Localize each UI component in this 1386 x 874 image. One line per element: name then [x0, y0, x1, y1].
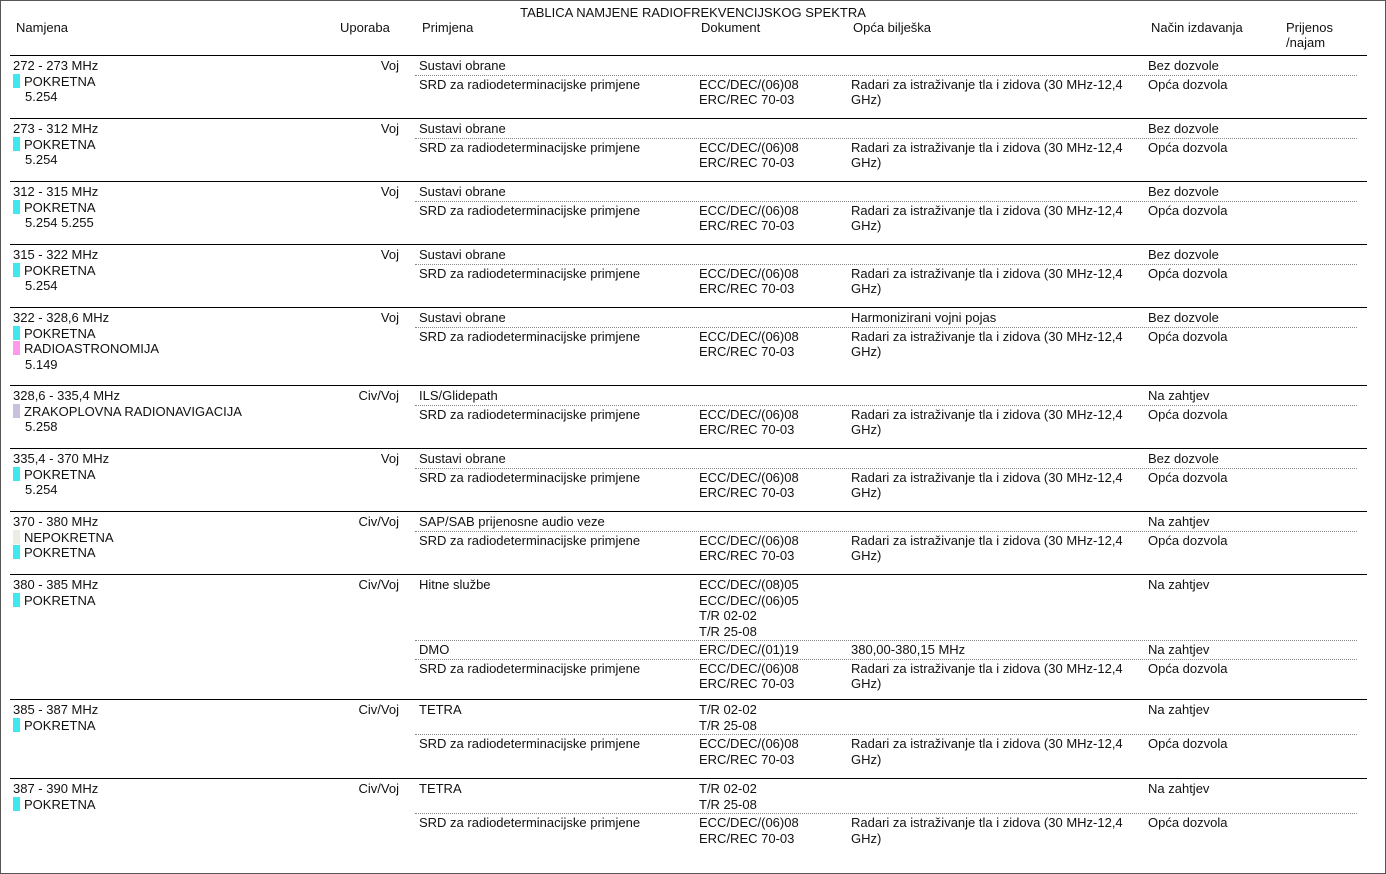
service-label: POKRETNA: [24, 545, 96, 560]
service-label: POKRETNA: [24, 262, 96, 278]
application-name: SRD za radiodeterminacijske primjene: [419, 265, 641, 281]
application-document: ECC/DEC/(06)08 ERC/REC 70-03: [699, 406, 799, 437]
band-row: [10, 699, 1367, 778]
band-footnotes: 5.254: [25, 152, 58, 167]
application-name: Sustavi obrane: [419, 58, 506, 73]
service-label: RADIOASTRONOMIJA: [24, 341, 160, 356]
band-namjena: [13, 702, 343, 733]
band-footnotes: 5.254: [25, 482, 58, 497]
pokretna-swatch-icon: [13, 718, 20, 732]
application-licensing: Na zahtjev: [1148, 514, 1210, 529]
band-uporaba: Voj: [380, 121, 399, 136]
application-note: Radari za istraživanje tla i zidova (30 MHz-12,4 GHz): [851, 265, 1123, 296]
header-prijenos-najam: Prijenos /najam: [1286, 20, 1333, 50]
application-licensing: Na zahtjev: [1148, 781, 1210, 796]
service-label: POKRETNA: [24, 466, 96, 482]
application-licensing: Opća dozvola: [1148, 660, 1228, 676]
band-uporaba: Civ/Voj: [358, 781, 399, 796]
pokretna-swatch-icon: [13, 326, 20, 340]
application-name: ILS/Glidepath: [419, 388, 498, 403]
application-row: [415, 642, 1357, 660]
band-namjena: [13, 514, 343, 561]
band-frequency: 335,4 - 370 MHz: [13, 451, 110, 466]
application-row: [415, 203, 1357, 235]
band-uporaba: Voj: [380, 184, 399, 199]
band-namjena: [13, 58, 343, 105]
band-frequency: 272 - 273 MHz: [13, 58, 99, 73]
band-namjena: [13, 577, 343, 608]
application-document: ECC/DEC/(06)08 ERC/REC 70-03: [699, 328, 799, 359]
application-name: DMO: [419, 642, 450, 657]
band-service: [13, 467, 343, 483]
band-row: [10, 118, 1367, 181]
application-name: SAP/SAB prijenosne audio veze: [419, 514, 605, 529]
pokretna-swatch-icon: [13, 593, 20, 607]
band-namjena: [13, 781, 343, 812]
band-service: [13, 326, 343, 342]
application-licensing: Na zahtjev: [1148, 702, 1210, 717]
band-frequency: 380 - 385 MHz: [13, 577, 99, 592]
band-applications: [415, 781, 1357, 848]
application-document: ECC/DEC/(06)08 ERC/REC 70-03: [699, 532, 799, 563]
band-frequency: 387 - 390 MHz: [13, 781, 99, 796]
application-licensing: Bez dozvole: [1148, 121, 1219, 136]
application-name: TETRA: [419, 781, 462, 796]
band-frequency: 370 - 380 MHz: [13, 514, 99, 529]
application-note: Radari za istraživanje tla i zidova (30 MHz-12,4 GHz): [851, 736, 1123, 767]
pokretna-swatch-icon: [13, 467, 20, 481]
application-row: [415, 533, 1357, 565]
band-frequency: 385 - 387 MHz: [13, 702, 99, 717]
application-note: Radari za istraživanje tla i zidova (30 MHz-12,4 GHz): [851, 76, 1123, 107]
application-name: SRD za radiodeterminacijske primjene: [419, 76, 641, 92]
band-footnotes: 5.149: [25, 356, 58, 372]
application-note: Radari za istraživanje tla i zidova (30 MHz-12,4 GHz): [851, 406, 1123, 437]
application-document: ECC/DEC/(06)08 ERC/REC 70-03: [699, 815, 799, 846]
application-document: ECC/DEC/(06)08 ERC/REC 70-03: [699, 139, 799, 170]
application-document: T/R 02-02 T/R 25-08: [699, 781, 757, 812]
band-namjena: [13, 451, 343, 498]
application-row: [415, 140, 1357, 172]
band-service: [13, 200, 343, 216]
service-label: POKRETNA: [24, 73, 96, 89]
application-name: SRD za radiodeterminacijske primjene: [419, 469, 641, 485]
band-row: [10, 574, 1367, 699]
application-licensing: Bez dozvole: [1148, 247, 1219, 262]
application-licensing: Opća dozvola: [1148, 406, 1228, 422]
band-namjena: [13, 184, 343, 231]
application-row: [415, 121, 1357, 139]
band-row: [10, 244, 1367, 307]
pokretna-swatch-icon: [13, 74, 20, 88]
band-row: [10, 511, 1367, 574]
application-name: SRD za radiodeterminacijske primjene: [419, 736, 641, 751]
band-applications: [415, 577, 1357, 694]
pokretna-swatch-icon: [13, 797, 20, 811]
service-label: POKRETNA: [24, 717, 96, 733]
application-name: Sustavi obrane: [419, 184, 506, 199]
application-row: [415, 815, 1357, 847]
application-document: ERC/DEC/(01)19: [699, 642, 799, 657]
application-note: Radari za istraživanje tla i zidova (30 MHz-12,4 GHz): [851, 139, 1123, 170]
application-row: [415, 407, 1357, 439]
application-name: SRD za radiodeterminacijske primjene: [419, 328, 641, 344]
band-applications: [415, 58, 1357, 110]
band-service: [13, 593, 343, 609]
application-name: SRD za radiodeterminacijske primjene: [419, 532, 641, 548]
application-name: Hitne službe: [419, 577, 491, 592]
application-licensing: Na zahtjev: [1148, 642, 1210, 657]
application-licensing: Opća dozvola: [1148, 736, 1228, 751]
application-name: SRD za radiodeterminacijske primjene: [419, 139, 641, 155]
application-name: Sustavi obrane: [419, 310, 506, 325]
application-document: ECC/DEC/(06)08 ERC/REC 70-03: [699, 736, 799, 767]
application-document: ECC/DEC/(06)08 ERC/REC 70-03: [699, 76, 799, 107]
band-applications: [415, 451, 1357, 503]
application-note: Radari za istraživanje tla i zidova (30 MHz-12,4 GHz): [851, 532, 1123, 563]
application-licensing: Opća dozvola: [1148, 139, 1228, 155]
nepokretna-swatch-icon: [13, 530, 20, 544]
band-applications: [415, 184, 1357, 236]
allocation-table: [0, 56, 1386, 849]
band-frequency: 322 - 328,6 MHz: [13, 310, 110, 325]
service-label: POKRETNA: [24, 592, 96, 608]
band-row: [10, 385, 1367, 448]
application-row: [415, 514, 1357, 532]
page-title: TABLICA NAMJENE RADIOFREKVENCIJSKOG SPEKTRA: [520, 5, 866, 20]
band-namjena: [13, 310, 343, 372]
band-service: [13, 797, 343, 813]
application-row: [415, 184, 1357, 202]
header-primjena: Primjena: [422, 20, 474, 35]
band-footnotes: 5.254 5.255: [25, 215, 94, 230]
application-row: [415, 266, 1357, 298]
application-note: Radari za istraživanje tla i zidova (30 MHz-12,4 GHz): [851, 328, 1123, 359]
application-row: [415, 77, 1357, 109]
header-nacin-izdavanja: Način izdavanja: [1151, 20, 1243, 35]
band-service: [13, 530, 343, 546]
application-row: [415, 329, 1357, 361]
application-name: SRD za radiodeterminacijske primjene: [419, 815, 641, 830]
band-service: [13, 263, 343, 279]
service-label: POKRETNA: [24, 199, 96, 215]
band-applications: [415, 247, 1357, 299]
zrakoplovna-swatch-icon: [13, 404, 20, 418]
pokretna-swatch-icon: [13, 545, 20, 559]
band-row: [10, 448, 1367, 511]
service-label: POKRETNA: [24, 325, 96, 341]
application-name: SRD za radiodeterminacijske primjene: [419, 660, 641, 676]
application-row: [415, 388, 1357, 406]
application-licensing: Opća dozvola: [1148, 202, 1228, 218]
application-licensing: Opća dozvola: [1148, 469, 1228, 485]
application-document: ECC/DEC/(06)08 ERC/REC 70-03: [699, 660, 799, 691]
application-licensing: Opća dozvola: [1148, 328, 1228, 344]
application-licensing: Opća dozvola: [1148, 76, 1228, 92]
application-document: ECC/DEC/(08)05 ECC/DEC/(06)05 T/R 02-02 T/R 25-08: [699, 577, 799, 639]
band-frequency: 312 - 315 MHz: [13, 184, 99, 199]
application-note: Radari za istraživanje tla i zidova (30 MHz-12,4 GHz): [851, 202, 1123, 233]
application-note: Radari za istraživanje tla i zidova (30 MHz-12,4 GHz): [851, 815, 1123, 846]
application-note: Radari za istraživanje tla i zidova (30 MHz-12,4 GHz): [851, 660, 1123, 691]
application-row: [415, 451, 1357, 469]
band-uporaba: Civ/Voj: [358, 702, 399, 717]
band-footnotes: 5.258: [25, 419, 58, 434]
header-opca-biljeska: Opća bilješka: [853, 20, 932, 35]
band-uporaba: Voj: [380, 451, 399, 466]
band-row: [10, 778, 1367, 849]
service-label: NEPOKRETNA: [24, 529, 114, 545]
band-uporaba: Voj: [380, 58, 399, 73]
application-licensing: Opća dozvola: [1148, 265, 1228, 281]
band-namjena: [13, 388, 343, 435]
application-licensing: Opća dozvola: [1148, 815, 1228, 830]
band-uporaba: Voj: [380, 247, 399, 262]
band-namjena: [13, 247, 343, 294]
band-service: [13, 137, 343, 153]
band-row: [10, 56, 1367, 118]
band-service: [13, 718, 343, 734]
application-row: [415, 58, 1357, 76]
band-uporaba: Civ/Voj: [358, 577, 399, 592]
application-name: Sustavi obrane: [419, 451, 506, 466]
header-dokument: Dokument: [701, 20, 761, 35]
application-note: 380,00-380,15 MHz: [851, 642, 966, 657]
application-licensing: Bez dozvole: [1148, 58, 1219, 73]
application-row: [415, 247, 1357, 265]
application-name: SRD za radiodeterminacijske primjene: [419, 406, 641, 422]
application-name: Sustavi obrane: [419, 121, 506, 136]
application-row: [415, 310, 1357, 328]
application-row: [415, 781, 1357, 814]
pokretna-swatch-icon: [13, 137, 20, 151]
radioastronomija-swatch-icon: [13, 341, 20, 355]
pokretna-swatch-icon: [13, 200, 20, 214]
service-label: POKRETNA: [24, 796, 96, 812]
application-row: [415, 702, 1357, 735]
application-licensing: Bez dozvole: [1148, 310, 1219, 325]
application-row: [415, 661, 1357, 693]
band-uporaba: Civ/Voj: [358, 388, 399, 403]
service-label: ZRAKOPLOVNA RADIONAVIGACIJA: [24, 403, 242, 419]
band-service: [13, 404, 343, 420]
band-footnotes: 5.254: [25, 89, 58, 104]
band-frequency: 328,6 - 335,4 MHz: [13, 388, 120, 403]
band-applications: [415, 121, 1357, 173]
application-name: SRD za radiodeterminacijske primjene: [419, 202, 641, 218]
application-name: Sustavi obrane: [419, 247, 506, 262]
application-row: [415, 470, 1357, 502]
service-label: POKRETNA: [24, 136, 96, 152]
application-row: [415, 736, 1357, 768]
band-namjena: [13, 121, 343, 168]
band-applications: [415, 310, 1357, 362]
band-uporaba: Voj: [380, 310, 399, 325]
band-applications: [415, 388, 1357, 440]
application-licensing: Opća dozvola: [1148, 532, 1228, 548]
band-applications: [415, 514, 1357, 566]
band-row: [10, 307, 1367, 385]
application-document: T/R 02-02 T/R 25-08: [699, 702, 757, 733]
application-document: ECC/DEC/(06)08 ERC/REC 70-03: [699, 469, 799, 500]
application-licensing: Na zahtjev: [1148, 577, 1210, 592]
application-document: ECC/DEC/(06)08 ERC/REC 70-03: [699, 202, 799, 233]
band-uporaba: Civ/Voj: [358, 514, 399, 529]
application-name: TETRA: [419, 702, 462, 717]
application-note: Radari za istraživanje tla i zidova (30 MHz-12,4 GHz): [851, 469, 1123, 500]
application-licensing: Bez dozvole: [1148, 451, 1219, 466]
application-document: ECC/DEC/(06)08 ERC/REC 70-03: [699, 265, 799, 296]
application-licensing: Na zahtjev: [1148, 388, 1210, 403]
header-uporaba: Uporaba: [340, 20, 390, 35]
header-namjena: Namjena: [16, 20, 69, 35]
band-applications: [415, 702, 1357, 769]
application-licensing: Bez dozvole: [1148, 184, 1219, 199]
pokretna-swatch-icon: [13, 263, 20, 277]
band-service: [13, 341, 343, 357]
band-service: [13, 74, 343, 90]
band-frequency: 273 - 312 MHz: [13, 121, 99, 136]
band-row: [10, 181, 1367, 244]
application-note: Harmonizirani vojni pojas: [851, 310, 997, 325]
band-service: [13, 545, 343, 561]
band-frequency: 315 - 322 MHz: [13, 247, 99, 262]
application-row: [415, 577, 1357, 641]
band-footnotes: 5.254: [25, 278, 58, 293]
